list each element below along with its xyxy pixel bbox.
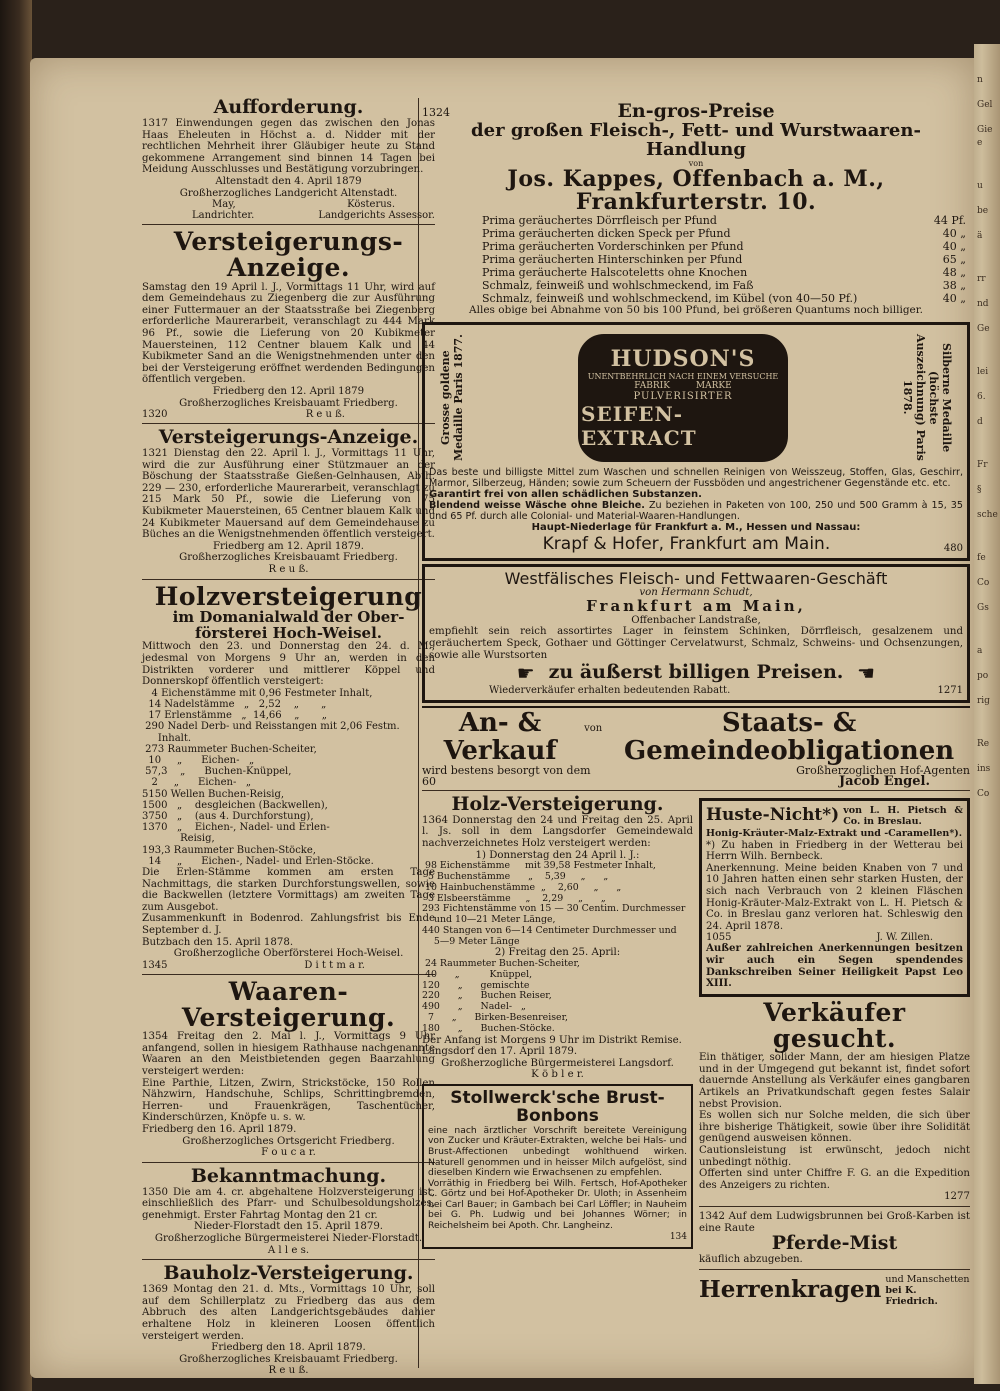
ad-tail-block bbox=[885, 1274, 970, 1307]
signature: K ö b l e r. bbox=[531, 1069, 584, 1081]
seal-text-row bbox=[634, 381, 731, 391]
ad-body: Offerten sind unter Chiffre F. G. an die Expedition des Anzeigers zu richten. bbox=[699, 1168, 970, 1191]
ad-von: von bbox=[688, 158, 704, 168]
sub-column-left bbox=[422, 792, 693, 1307]
edge-fragment: nd bbox=[977, 299, 989, 309]
ad-signatures bbox=[142, 199, 435, 210]
price-item: Prima geräucherten dicken Speck per Pfund bbox=[482, 226, 731, 240]
edge-fragment: Gie e bbox=[977, 125, 993, 148]
edge-fragment: ins bbox=[977, 764, 991, 774]
price-value: 40 „ bbox=[942, 239, 966, 253]
ad-date: Friedberg den 18. April 1879. bbox=[211, 1342, 366, 1354]
ad-title: Holzversteigerung bbox=[154, 581, 423, 611]
ad-resell: Wiederverkäufer erhalten bedeutenden Rabatt. bbox=[489, 685, 731, 697]
right-column bbox=[422, 102, 970, 1307]
ad-body: empfiehlt sein reich assortirtes Lager in feinstem Schinken, Dörrfleisch, gesalzenem und geräuchertem Speck, Gothaer und Göttinger Cervelatwurst, Schmalz, Schweins- und Ochsenzungen, sowie alle Wurstsorten bbox=[429, 626, 963, 661]
ad-body: 1369 Montag den 21. d. Mts., Vormittags 10 Uhr, soll auf dem Schillerplatz zu Friedberg das aus dem Abbruch des alten Landgerichtsgebäudes dahier erhaltene Holz in kleineren Loosen öffentlich versteigert werden. bbox=[142, 1284, 435, 1342]
ad-tail: bei K. Friedrich. bbox=[885, 1284, 938, 1307]
ad-body: 1317 Einwendungen gegen das zwischen den Jonas Haas Eheleuten in Höchst a. d. Nidder mit der rechtlichen Mehrheit ihrer Gläubiger heute zu Stand gekommene Arrangement sind binnen 14 Tagen bei Meidung Ausschlusses und Bestätigung vorzubringen. bbox=[142, 117, 435, 176]
edge-fragment: Fr bbox=[977, 460, 988, 470]
edge-fragment: be bbox=[977, 206, 989, 216]
ad-title: Herrenkragen bbox=[699, 1276, 882, 1304]
ad-hudson bbox=[422, 322, 970, 561]
ad-firm: Jos. Kappes, Offenbach a. M., Frankfurterstr. 10. bbox=[507, 165, 885, 215]
ad-bauholz bbox=[142, 1264, 435, 1377]
edge-fragment: sche bbox=[977, 510, 998, 520]
ad-items: Eine Parthie, Litzen, Zwirn, Strickstöcke, 150 Rollen Nähzwirn, Handschuhe, Schlips, Schrittingbremden, Herren- und Frauenkrägen, Taschentücher, Kinderschürzen, Knöpfe u. s. w. bbox=[142, 1077, 435, 1124]
ad-office: Großherzogliches Kreisbauamt Friedberg. bbox=[179, 397, 398, 409]
pointing-hand-icon: ☛ bbox=[857, 661, 876, 686]
ad-date: Friedberg den 12. April 1879 bbox=[212, 385, 365, 397]
edge-fragment: d bbox=[977, 417, 983, 427]
medal-left: Grosse goldene Medaille Paris 1877. bbox=[439, 334, 465, 461]
ad-stollwerck bbox=[422, 1084, 693, 1249]
ad-body: Samstag den 19 April l. J., Vormittags 11 Uhr, wird auf dem Gemeindehaus zu Ziegenberg die zur Ausführung einer Futtermauer an der Staatsstraße bei Ziegenberg erforderliche Maurerarbeit, veranschlagt zu 444 Mark 96 Pf., sowie die Lieferung von 20 Kubikmeter Mauersteinen, 112 Centner blauem Kalk und 44 Kubikmeter Sand an die Wenigstnehmenden unter den bei der Versteigerung eröffnet werdenden Bedingungen öffentlich vergeben. bbox=[142, 281, 435, 386]
ad-by: von Hermann Schudt, bbox=[639, 587, 753, 599]
ad-date: Nieder-Florstadt den 15. April 1879. bbox=[193, 1221, 384, 1233]
ad-body: Mittwoch den 23. und Donnerstag den 24. d. M., jedesmal von Morgens 9 Uhr an, werden in den Distrikten vorderer und mittlerer Köppel und Donnerskopf öffentlich versteigert: bbox=[142, 641, 435, 688]
ad-body: 1321 Dienstag den 22. April l. J., Vormittags 11 Uhr, wird die zur Ausführung einer Stützmauer an der Böschung der Staatsstraße Gießen-Gelnhausen, Abth. 229 — 230, erforderliche Maurerarbeit, veranschlagt zu 215 Mark 50 Pf., sowie die Lieferung von 75 Kubikmeter Mauersteinen, 65 Centner blauem Kalk und 24 Kubikmeter Mauersand auf dem Gemeindehause zu Büches an die Wenigstnehmenden öffentlich versteigert. bbox=[142, 448, 435, 541]
ad-herrenkragen bbox=[699, 1274, 970, 1307]
ad-body: Das beste und billigste Mittel zum Waschen und schnellen Reinigen von Weisszeug, Stoffen, Glas, Geschirr, Marmor, Silberzeug, Händen; sowie zum Scheuern der Fussböden und angestrichener Gegenstände etc. etc. bbox=[429, 466, 963, 489]
edge-fragment: Co bbox=[977, 578, 990, 588]
ad-body: Ein thätiger, solider Mann, der am hiesigen Platze und in der Umgegend gut bekannt ist, findet sofort dauernde Anstellung als Verkäufer eines gangbaren Artikels an Privatkundschaft gegen festes Salair nebst Provision. bbox=[699, 1052, 970, 1110]
seal-text: SEIFEN-EXTRACT bbox=[581, 401, 697, 450]
ad-title: Verkäufer gesucht. bbox=[763, 997, 906, 1053]
ad-signatures bbox=[142, 960, 435, 971]
ad-title: Huste-Nicht*) bbox=[706, 805, 840, 826]
price-item: Schmalz, feinweiß und wohlschmeckend, im Faß bbox=[482, 278, 754, 292]
ad-number: 60 bbox=[422, 774, 436, 788]
ad-day: 2) Freitag den 25. April: bbox=[494, 947, 621, 959]
ad-title: Aufforderung. bbox=[213, 96, 364, 118]
ad-tail: und Manschetten bbox=[885, 1273, 970, 1285]
ad-pferde-mist bbox=[699, 1211, 970, 1270]
ad-note: Die Erlen-Stämme kommen am ersten Tage Nachmittags, die starken Durchforstungswellen, sowie die Backwellen (letztere Vormittags) am zweiten Tage zum Ausgebot. bbox=[142, 866, 435, 913]
ad-verkaeufer bbox=[699, 997, 970, 1207]
ad-footer: Alles obige bei Abnahme von 50 bis 100 Pfund, bei größeren Quantums noch billiger. bbox=[469, 303, 923, 316]
ad-number: 480 bbox=[943, 542, 963, 554]
pointing-hand-icon: ☛ bbox=[516, 661, 535, 686]
signature: R e u ß. bbox=[268, 1365, 309, 1377]
ad-subtitle: im Domanialwald der Ober- bbox=[172, 607, 405, 626]
ad-title: Holz-Versteigerung. bbox=[451, 792, 664, 815]
inventory-list: 4 Eichenstämme mit 0,96 Festmeter Inhalt, 14 Nadelstämme „ 2,52 „ „ 17 Erlenstämme „ 14,66 „ „ 290 Nadel Derb- und Reisstangen mit 2,06 Festm. Inhalt. 273 Raummeter Buchen-Scheiter, 10 „ Eichen- „ 57,3 „ Buchen-Knüppel, 2 „ Eichen- „ 5150 Wellen Buchen-Reisig, 1500 „ desgleichen (Backwellen), 3750 „ (aus 4. Durchforstung), 1370 „ Eichen-, Nadel- und Erlen- Reisig, 193,3 Raummeter Buchen-Stöcke, 14 „ Eichen-, Nadel- und Erlen-Stöcke. bbox=[142, 687, 400, 867]
ad-holzversteigerung bbox=[142, 581, 435, 975]
ad-office: Großherzogliche Bürgermeisterei Nieder-Florstadt. bbox=[154, 1233, 423, 1245]
ad-line: wird bestens besorgt von dem bbox=[422, 763, 591, 777]
ad-blend: Blendend weisse Wäsche ohne Bleiche. bbox=[429, 500, 645, 512]
edge-fragment: rig bbox=[977, 696, 990, 706]
ad-number: 1277 bbox=[944, 1191, 970, 1203]
ad-name: Jacob Engel. bbox=[839, 773, 930, 789]
ad-subtitle: försterei Hoch-Weisel. bbox=[194, 623, 383, 642]
signature: R e u ß. bbox=[305, 409, 345, 421]
ad-body: Es wollen sich nur Solche melden, die sich über ihre bisherige Thätigkeit, sowie über ihre Solidität genügend ausweisen können. bbox=[699, 1110, 970, 1145]
newspaper-page bbox=[30, 58, 974, 1378]
ad-meeting: Zusammenkunft in Bodenrod. Zahlungsfrist bis Ende September d. J. bbox=[142, 913, 435, 936]
price-row bbox=[422, 266, 970, 279]
edge-fragment: Gel bbox=[977, 100, 993, 110]
edge-fragment: Co bbox=[977, 789, 990, 799]
ad-date: Friedberg den 16. April 1879. bbox=[142, 1123, 297, 1135]
seal-text: MARKE bbox=[695, 380, 732, 391]
ad-title: Westfälisches Fleisch- und Fettwaaren-Geschäft bbox=[504, 568, 888, 588]
ad-body: 1350 Die am 4. cr. abgehaltene Holzversteigerung ist, einschließlich des Pfarr- und Schulbesoldungsholzes, genehmigt. Erster Fahrtag Montag den 21 cr. bbox=[142, 1186, 435, 1221]
ad-date: Friedberg am 12. April 1879. bbox=[212, 540, 364, 552]
ad-title: Versteigerungs-Anzeige. bbox=[173, 227, 404, 283]
price-row bbox=[422, 279, 970, 292]
hudson-seal-logo bbox=[578, 334, 788, 462]
signature: J. W. Zillen. bbox=[876, 932, 933, 944]
ad-title: Bauholz-Versteigerung. bbox=[163, 1262, 414, 1285]
seal-text: UNENTBEHRLICH NACH EINEM VERSUCHE bbox=[587, 371, 779, 381]
ad-title: Versteigerungs-Anzeige. bbox=[158, 426, 419, 449]
edge-fragment: fe bbox=[977, 553, 986, 563]
left-column bbox=[142, 98, 435, 1377]
price-item: Schmalz, feinweiß und wohlschmeckend, im Kübel (von 40—50 Pf.) bbox=[482, 291, 858, 305]
edge-fragment: u bbox=[977, 181, 983, 191]
book-spine bbox=[0, 0, 32, 1391]
price-value: 65 „ bbox=[942, 252, 966, 266]
price-value: 40 „ bbox=[942, 291, 966, 305]
ad-roles bbox=[142, 210, 435, 221]
price-row bbox=[422, 292, 970, 305]
ad-versteigerung-2 bbox=[142, 428, 435, 579]
ad-title: Staats- & Gemeindeobligationen bbox=[624, 708, 955, 766]
price-value: 44 Pf. bbox=[933, 213, 966, 227]
signature: R e u ß. bbox=[268, 564, 309, 575]
ad-von: von bbox=[584, 723, 603, 735]
ad-agent: Großherzoglichen Hof-Agenten bbox=[796, 763, 970, 777]
ad-subtitle: der großen Fleisch-, Fett- und Wurstwaaren-Handlung bbox=[471, 119, 921, 160]
ad-day: 1) Donnerstag den 24 April l. J.: bbox=[475, 849, 640, 861]
ad-number: 134 bbox=[669, 1231, 687, 1242]
page-number: 1324 bbox=[422, 106, 450, 119]
ad-number: 1055 bbox=[706, 932, 732, 944]
ad-office: Großherzogliches Landgericht Altenstadt. bbox=[179, 187, 398, 199]
seal-text: HUDSON'S bbox=[610, 345, 756, 372]
ad-office: Großherzogliches Kreisbauamt Friedberg. bbox=[179, 1353, 398, 1365]
price-value: 48 „ bbox=[942, 265, 966, 279]
ad-westfaelisch bbox=[422, 564, 970, 704]
edge-fragment: rr bbox=[977, 274, 986, 284]
ad-title: Waaren-Versteigerung. bbox=[181, 976, 396, 1032]
role: Landgerichts Assessor. bbox=[318, 210, 435, 222]
ad-product: Honig-Kräuter-Malz-Extrakt und -Caramellen*). bbox=[706, 827, 963, 839]
signature: D i t t m a r. bbox=[304, 959, 365, 971]
ad-office: Großherzogliches Kreisbauamt Friedberg. bbox=[179, 552, 398, 564]
ad-street: Offenbacher Landstraße, bbox=[631, 614, 761, 626]
edge-fragment: a bbox=[977, 646, 983, 656]
ad-city: Frankfurt am Main, bbox=[586, 597, 806, 616]
price-row bbox=[422, 253, 970, 266]
ad-body: 1364 Donnerstag den 24 und Freitag den 25. April l. Js. soll in dem Langsdorfer Gemeindewald nachverzeichnetes Holz versteigert werden: bbox=[422, 814, 693, 849]
ad-number: 1320 bbox=[142, 409, 168, 421]
price-item: Prima geräucherte Halscoteletts ohne Knochen bbox=[482, 265, 748, 279]
ad-date: Butzbach den 15. April 1878. bbox=[142, 936, 294, 948]
role: Landrichter. bbox=[192, 210, 255, 222]
ad-aufforderung bbox=[142, 98, 435, 225]
ad-body: Cautionsleistung ist erwünscht, jedoch nicht unbedingt nöthig. bbox=[699, 1144, 970, 1168]
ad-firm: Krapf & Hofer, Frankfurt am Main. bbox=[542, 533, 831, 554]
ad-tail: käuflich abzugeben. bbox=[699, 1254, 803, 1266]
ad-office: Großherzogliche Oberförsterei Hoch-Weisel. bbox=[173, 948, 404, 960]
ad-holz-langsdorf bbox=[422, 792, 693, 1081]
ad-title: Bekanntmachung. bbox=[190, 1164, 387, 1187]
signature: A l l e s. bbox=[267, 1244, 310, 1256]
price-row bbox=[422, 214, 970, 227]
edge-fragment: ä bbox=[977, 231, 983, 241]
price-row bbox=[422, 240, 970, 253]
inventory-list: 98 Eichenstämme mit 39,58 Festmeter Inhalt, 5 Buchenstämme „ 5,39 „ „ 10 Hainbuchenstämme „ 2,60 „ „ 3 Elsbeerstämme „ 2,29 „ „ 293 Fichtenstämme von 15 — 30 Centim. Durchmesser und 10—21 Meter Länge, 440 Stangen von 6—14 Centimeter Durchmesser und 5—9 Meter Länge bbox=[422, 860, 686, 947]
ad-title: Pferde-Mist bbox=[771, 1232, 898, 1255]
next-page-edge bbox=[974, 44, 1000, 1384]
edge-fragment: n bbox=[977, 75, 983, 85]
price-row bbox=[422, 227, 970, 240]
ad-footnote: *) Zu haben in Friedberg in der Wetterau bei Herrn Wilh. Bernbeck. bbox=[706, 839, 963, 863]
price-item: Prima geräucherten Hinterschinken per Pfund bbox=[482, 252, 743, 266]
edge-fragment: po bbox=[977, 671, 989, 681]
signature: F o u c a r. bbox=[261, 1147, 316, 1159]
two-column-section bbox=[422, 792, 970, 1307]
seal-text: FABRIK bbox=[634, 380, 670, 391]
ad-engros bbox=[422, 102, 970, 317]
ad-date: Altenstadt den 4. April 1879 bbox=[215, 175, 362, 187]
edge-fragment: lei bbox=[977, 367, 989, 377]
ad-guarantee: Garantirt frei von allen schädlichen Substanzen. bbox=[429, 488, 702, 500]
price-item: Prima geräucherten Vorderschinken per Pfund bbox=[482, 239, 744, 253]
edge-fragment: 6. bbox=[977, 392, 986, 402]
sub-column-right bbox=[699, 795, 970, 1307]
ad-packets: Zu beziehen in Paketen von 100, 250 und 500 Gramm à 15, 35 und 65 Pf. durch alle Colonial- und Material-Waaren-Handlungen. bbox=[429, 500, 963, 523]
edge-fragment: § bbox=[977, 485, 982, 495]
ad-office: Großherzogliche Bürgermeisterei Langsdorf. bbox=[441, 1057, 674, 1069]
ad-note: Der Anfang ist Morgens 9 Uhr im Distrikt Remise. bbox=[422, 1034, 682, 1046]
ad-office: Großherzogliches Ortsgericht Friedberg. bbox=[182, 1135, 395, 1147]
seal-text: PULVERISIRTER bbox=[633, 390, 733, 402]
ad-huste-nicht bbox=[699, 798, 970, 997]
signature: May, bbox=[212, 199, 236, 211]
ad-body: eine nach ärztlicher Vorschrift bereitete Vereinigung von Zucker und Kräuter-Extrakten, welche bei Hals- und Brust-Affectionen unbedingt wohlthuend wirken. Naturell genommen und in heisser Milch aufgelöst, sind dieselben Kindern wie Erwachsenen zu empfehlen. bbox=[428, 1124, 687, 1179]
edge-fragment: Ge bbox=[977, 324, 990, 334]
ad-date: Langsdorf den 17. April 1879. bbox=[422, 1046, 578, 1058]
inventory-list: 24 Raummeter Buchen-Scheiter, 40 „ Knüppel, 120 „ gemischte 220 „ Buchen Reiser, 490 „ Nadel- „ 7 „ Birken-Besenreiser, 180 „ Buchen-Stöcke. bbox=[422, 958, 580, 1034]
ad-title: En-gros-Preise bbox=[617, 100, 775, 122]
medal-right: Silberne Medaille (höchste Auszeichnung) Paris 1878. bbox=[901, 334, 953, 461]
ad-signatures bbox=[142, 409, 435, 420]
ad-dealers: Vorräthig in Friedberg bei Wilh. Fertsch, Hof-Apotheker C. Görtz und bei Hof-Apotheker Dr. Uloth; in Assenheim bei Carl Bauer; in Gambach bei Carl Löffler; in Nauheim bei G. Ph. Ludwig und bei Johannes Wörner; in Reichelsheim bei Apoth. Chr. Langheinz. bbox=[428, 1177, 687, 1232]
ad-slogan: zu äußerst billigen Preisen. bbox=[548, 661, 844, 684]
signature: Kösterus. bbox=[347, 199, 395, 211]
ad-versteigerung-1 bbox=[142, 229, 435, 424]
ad-waaren bbox=[142, 976, 435, 1163]
price-value: 38 „ bbox=[942, 278, 966, 292]
ad-title: Stollwerck'sche Brust-Bonbons bbox=[450, 1088, 665, 1126]
price-item: Prima geräuchertes Dörrfleisch per Pfund bbox=[482, 213, 717, 227]
ad-obligationen bbox=[422, 706, 970, 791]
ad-maker: von L. H. Pietsch & Co. in Breslau. bbox=[843, 804, 963, 828]
ad-number: 1271 bbox=[937, 685, 963, 697]
ad-number: 1345 bbox=[142, 959, 168, 971]
ad-body: 1342 Auf dem Ludwigsbrunnen bei Groß-Karben ist eine Raute bbox=[699, 1210, 970, 1234]
ad-body: 1354 Freitag den 2. Mai l. J., Vormittags 9 Uhr anfangend, sollen in hiesigem Rathhause nachgenannte Waaren an den Meistbietenden gegen Baarzahlung versteigert werden: bbox=[142, 1031, 435, 1077]
price-value: 40 „ bbox=[942, 226, 966, 240]
ad-extra: Außer zahlreichen Anerkennungen besitzen wir auch ein Segen spendendes Dankschreiben Seiner Heiligkeit Papst Leo XIII. bbox=[706, 942, 963, 990]
edge-fragment: Gs bbox=[977, 603, 989, 613]
ad-bekanntmachung bbox=[142, 1164, 435, 1261]
ad-haupt: Haupt-Niederlage für Frankfurt a. M., Hessen und Nassau: bbox=[531, 522, 861, 534]
edge-fragment: Re bbox=[977, 739, 990, 749]
ad-title: An- & Verkauf bbox=[443, 708, 557, 766]
ad-testimonial: Anerkennung. Meine beiden Knaben von 7 und 10 Jahren hatten einen sehr starken Husten, der sich nach Verbrauch von 2 kleinen Fläschen Honig-Kräuter-Malz-Extrakt von L. H. Pietsch & Co. in Breslau ganz verloren hat. Schleswig den 24. April 1878. bbox=[706, 862, 963, 932]
price-table bbox=[422, 214, 970, 305]
